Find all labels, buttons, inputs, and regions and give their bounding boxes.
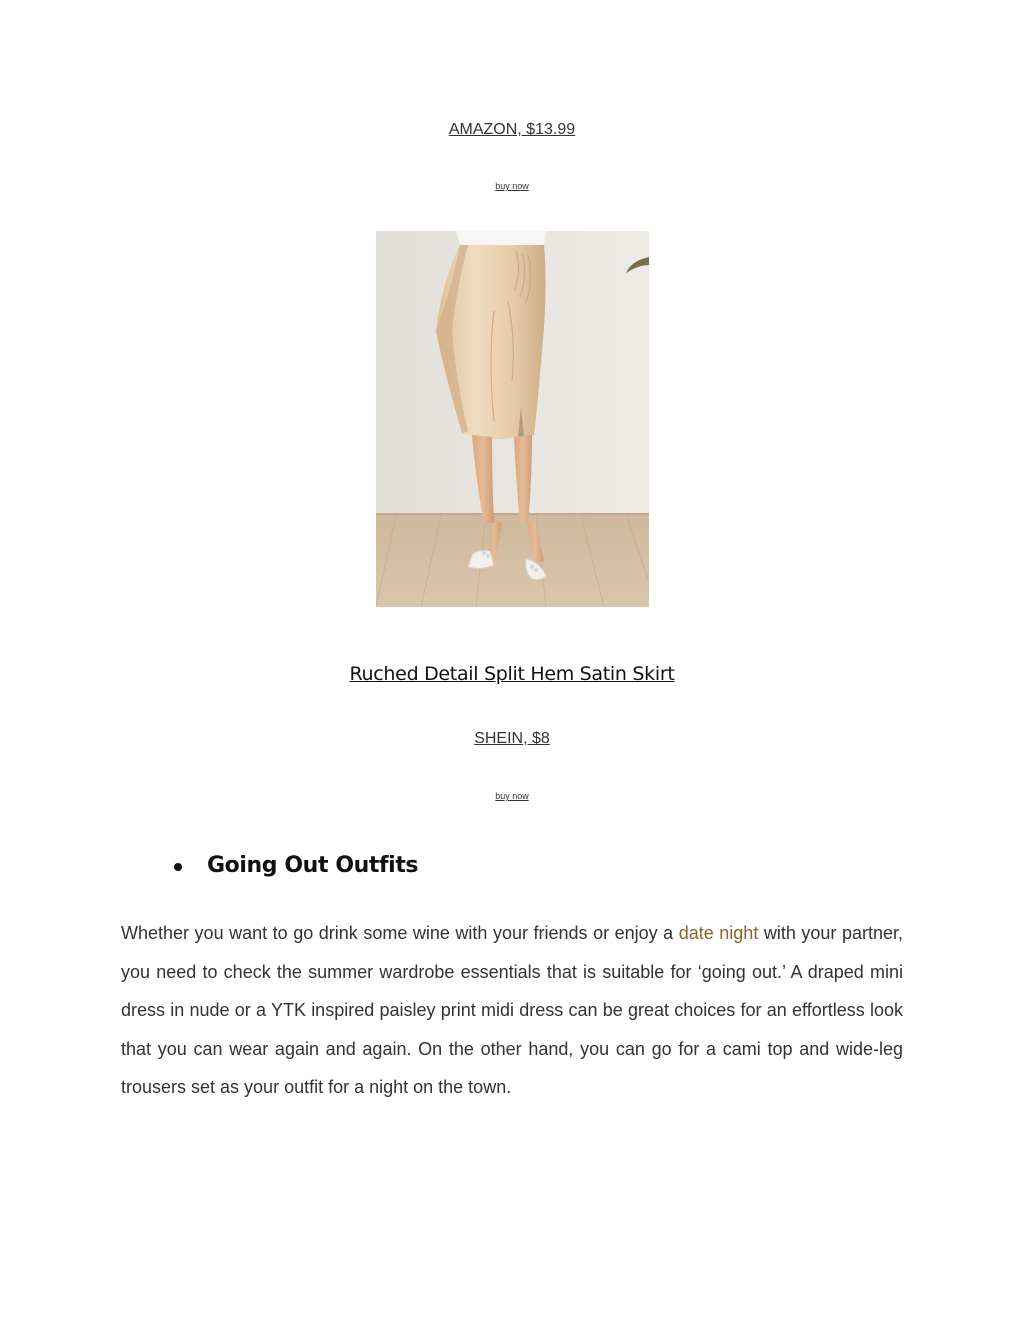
- amazon-price-link[interactable]: AMAZON, $13.99: [448, 121, 576, 138]
- section-heading-text: Going Out Outfits: [207, 853, 419, 878]
- section-heading: [174, 853, 418, 878]
- body-paragraph: [121, 914, 903, 1107]
- bullet-icon: [174, 863, 182, 871]
- product-title-link[interactable]: Ruched Detail Split Hem Satin Skirt: [349, 663, 675, 685]
- amazon-retailer-price: [0, 121, 1024, 139]
- shein-buy-now-link[interactable]: buy now: [495, 791, 529, 801]
- shein-buy-now: [0, 791, 1024, 801]
- amazon-buy-now: [0, 181, 1024, 191]
- paragraph-text-start: Whether you want to go drink some wine with your friends or enjoy a: [121, 923, 679, 943]
- date-night-link[interactable]: date night: [678, 923, 759, 943]
- shein-price-link[interactable]: SHEIN, $8: [474, 730, 550, 747]
- amazon-buy-now-link[interactable]: buy now: [495, 181, 529, 191]
- paragraph-text-end: with your partner, you need to check the summer wardrobe essentials that is suitable for ‘going out.’ A draped mini dress in nude or a YTK inspired paisley print midi dress can be great choices for an effortless look that you can wear again and again. On the other hand, you can go for a cami top and wide-leg trousers set as your outfit for a night on the town.: [121, 923, 903, 1097]
- product-title: [0, 663, 1024, 685]
- satin-skirt-product-image[interactable]: [376, 231, 649, 607]
- shein-retailer-price: [0, 730, 1024, 748]
